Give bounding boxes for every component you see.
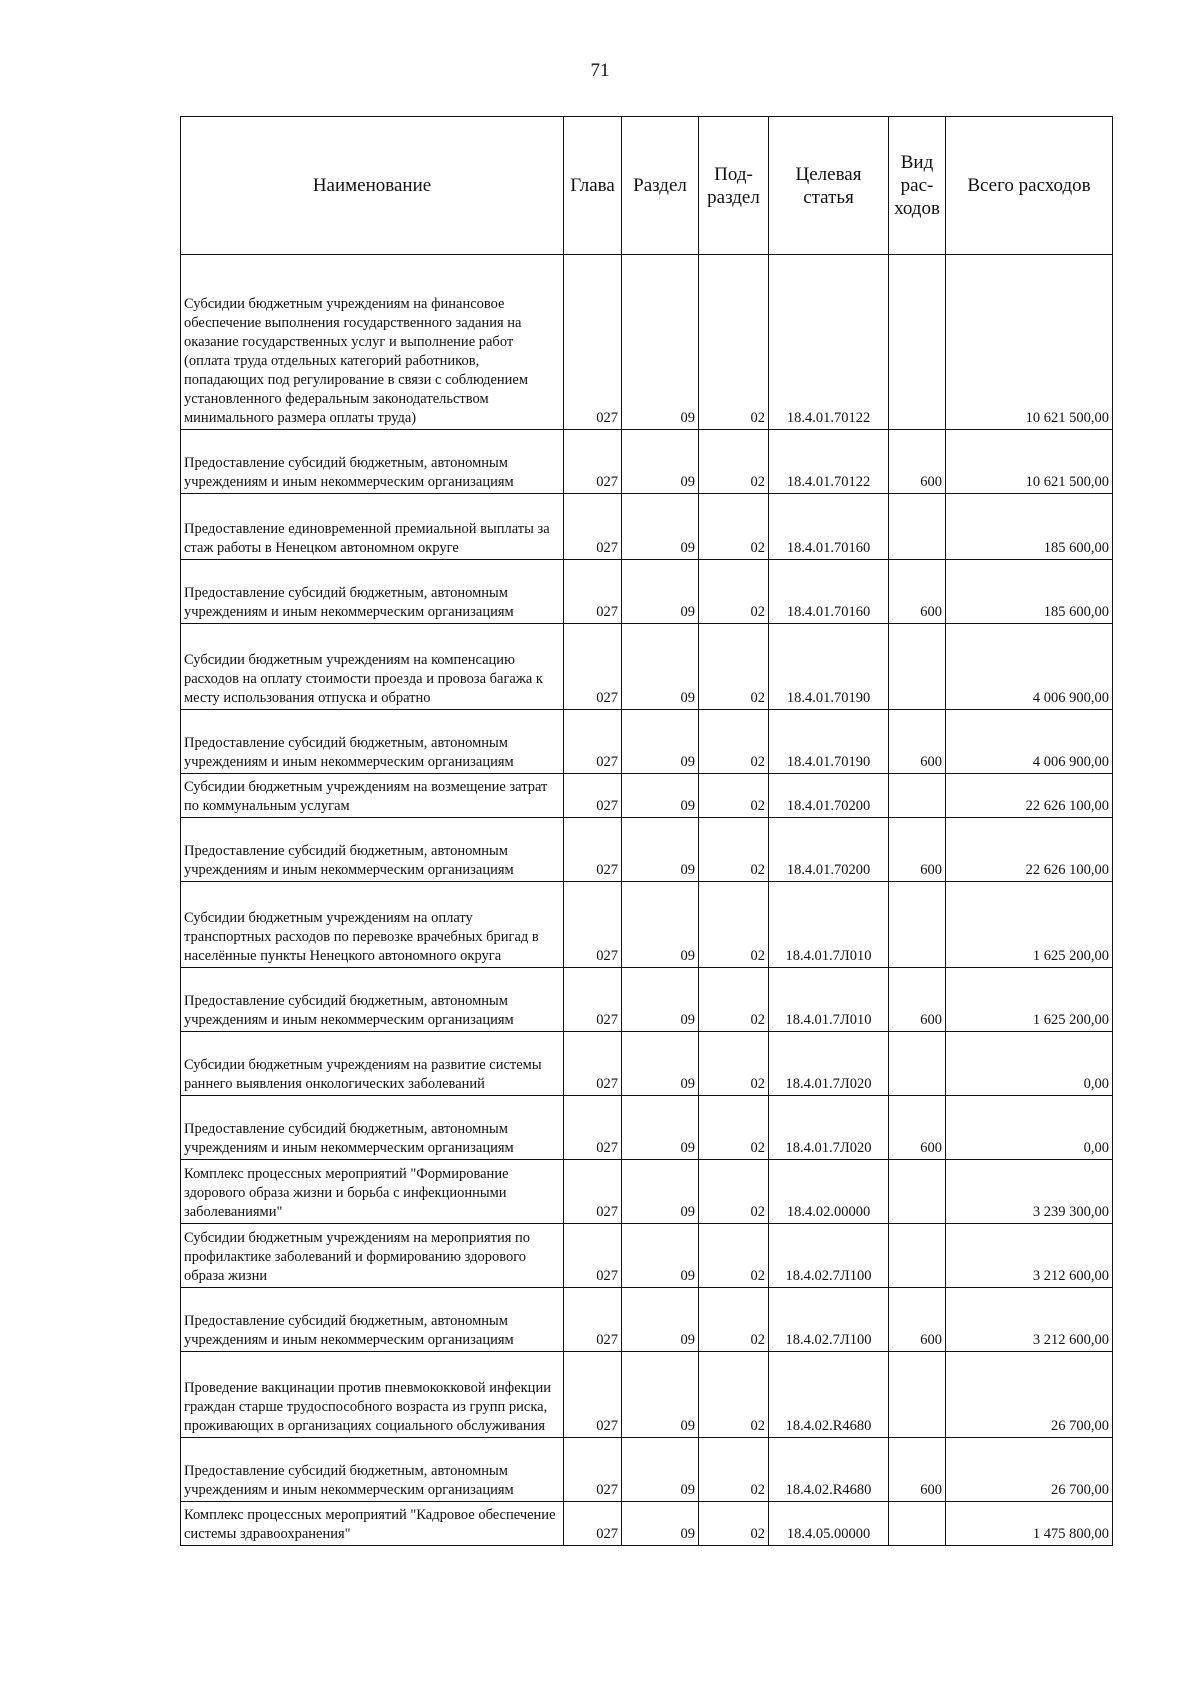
cell-glava: 027: [564, 1032, 622, 1096]
cell-total: 26 700,00: [946, 1352, 1113, 1438]
cell-razdel: 09: [622, 710, 699, 774]
cell-total: 1 475 800,00: [946, 1502, 1113, 1546]
cell-celevaya-statya: 18.4.02.7Л100: [769, 1288, 889, 1352]
cell-vid-rashodov: [889, 1502, 946, 1546]
cell-razdel: 09: [622, 1438, 699, 1502]
cell-celevaya-statya: 18.4.01.7Л020: [769, 1096, 889, 1160]
cell-total: 10 621 500,00: [946, 255, 1113, 430]
cell-razdel: 09: [622, 1160, 699, 1224]
cell-podrazdel: 02: [699, 560, 769, 624]
cell-name: Проведение вакцинации против пневмококковой инфекции граждан старше трудоспособного возраста из групп риска, проживающих в организациях социального обслуживания: [181, 1352, 564, 1438]
cell-total: 22 626 100,00: [946, 818, 1113, 882]
cell-vid-rashodov: 600: [889, 560, 946, 624]
cell-razdel: 09: [622, 1224, 699, 1288]
cell-razdel: 09: [622, 1288, 699, 1352]
cell-razdel: 09: [622, 968, 699, 1032]
cell-celevaya-statya: 18.4.01.70122: [769, 430, 889, 494]
cell-vid-rashodov: [889, 1224, 946, 1288]
cell-razdel: 09: [622, 1502, 699, 1546]
cell-vid-rashodov: [889, 1160, 946, 1224]
table-row: [181, 818, 1113, 882]
cell-name: Субсидии бюджетным учреждениям на компенсацию расходов на оплату стоимости проезда и провоза багажа к месту использования отпуска и обратно: [181, 624, 564, 710]
cell-razdel: 09: [622, 774, 699, 818]
header-total: Всего расходов: [946, 117, 1113, 255]
cell-podrazdel: 02: [699, 1352, 769, 1438]
cell-name: Предоставление субсидий бюджетным, автономным учреждениям и иным некоммерческим организациям: [181, 1288, 564, 1352]
cell-total: 1 625 200,00: [946, 968, 1113, 1032]
cell-vid-rashodov: [889, 774, 946, 818]
cell-podrazdel: 02: [699, 774, 769, 818]
header-vid-rashodov: Вид рас-ходов: [889, 117, 946, 255]
cell-celevaya-statya: 18.4.02.7Л100: [769, 1224, 889, 1288]
cell-podrazdel: 02: [699, 1288, 769, 1352]
cell-total: 3 212 600,00: [946, 1288, 1113, 1352]
cell-podrazdel: 02: [699, 1096, 769, 1160]
cell-total: 3 212 600,00: [946, 1224, 1113, 1288]
cell-name: Комплекс процессных мероприятий "Кадровое обеспечение системы здравоохранения": [181, 1502, 564, 1546]
header-celevaya-statya: Целевая статья: [769, 117, 889, 255]
cell-celevaya-statya: 18.4.01.70190: [769, 624, 889, 710]
cell-razdel: 09: [622, 1352, 699, 1438]
cell-name: Предоставление субсидий бюджетным, автономным учреждениям и иным некоммерческим организациям: [181, 430, 564, 494]
cell-vid-rashodov: 600: [889, 1096, 946, 1160]
cell-total: 3 239 300,00: [946, 1160, 1113, 1224]
cell-celevaya-statya: 18.4.01.7Л020: [769, 1032, 889, 1096]
cell-name: Субсидии бюджетным учреждениям на возмещение затрат по коммунальным услугам: [181, 774, 564, 818]
cell-total: 4 006 900,00: [946, 710, 1113, 774]
cell-razdel: 09: [622, 818, 699, 882]
cell-celevaya-statya: 18.4.01.70122: [769, 255, 889, 430]
cell-glava: 027: [564, 882, 622, 968]
cell-vid-rashodov: [889, 255, 946, 430]
table-row: [181, 882, 1113, 968]
header-name: Наименование: [181, 117, 564, 255]
cell-podrazdel: 02: [699, 1502, 769, 1546]
cell-name: Предоставление субсидий бюджетным, автономным учреждениям и иным некоммерческим организациям: [181, 818, 564, 882]
cell-podrazdel: 02: [699, 430, 769, 494]
header-glava: Глава: [564, 117, 622, 255]
cell-celevaya-statya: 18.4.01.70160: [769, 494, 889, 560]
table-row: [181, 968, 1113, 1032]
table-row: [181, 494, 1113, 560]
cell-celevaya-statya: 18.4.01.70200: [769, 818, 889, 882]
cell-vid-rashodov: [889, 882, 946, 968]
cell-glava: 027: [564, 1352, 622, 1438]
cell-glava: 027: [564, 560, 622, 624]
cell-vid-rashodov: 600: [889, 710, 946, 774]
cell-razdel: 09: [622, 430, 699, 494]
cell-glava: 027: [564, 255, 622, 430]
cell-total: 22 626 100,00: [946, 774, 1113, 818]
table-row: [181, 1096, 1113, 1160]
cell-vid-rashodov: [889, 1032, 946, 1096]
cell-podrazdel: 02: [699, 968, 769, 1032]
cell-glava: 027: [564, 1288, 622, 1352]
table-row: [181, 624, 1113, 710]
cell-name: Предоставление субсидий бюджетным, автономным учреждениям и иным некоммерческим организациям: [181, 710, 564, 774]
cell-glava: 027: [564, 1096, 622, 1160]
cell-razdel: 09: [622, 1096, 699, 1160]
cell-celevaya-statya: 18.4.01.70200: [769, 774, 889, 818]
cell-podrazdel: 02: [699, 882, 769, 968]
cell-vid-rashodov: [889, 1352, 946, 1438]
cell-celevaya-statya: 18.4.05.00000: [769, 1502, 889, 1546]
cell-total: 1 625 200,00: [946, 882, 1113, 968]
cell-vid-rashodov: 600: [889, 1288, 946, 1352]
cell-podrazdel: 02: [699, 710, 769, 774]
table-row: [181, 1352, 1113, 1438]
cell-name: Субсидии бюджетным учреждениям на финансовое обеспечение выполнения государственного задания на оказание государственных услуг и выполнение работ (оплата труда отдельных категорий работников, попадающих под регулирование в связи с соблюдением установленного федеральным законодательством минимального размера оплаты труда): [181, 255, 564, 430]
cell-glava: 027: [564, 1224, 622, 1288]
cell-glava: 027: [564, 818, 622, 882]
cell-glava: 027: [564, 774, 622, 818]
cell-glava: 027: [564, 968, 622, 1032]
table-row: [181, 1438, 1113, 1502]
cell-razdel: 09: [622, 1032, 699, 1096]
cell-total: 185 600,00: [946, 494, 1113, 560]
budget-table: [180, 116, 1113, 1546]
cell-name: Предоставление субсидий бюджетным, автономным учреждениям и иным некоммерческим организациям: [181, 1438, 564, 1502]
cell-celevaya-statya: 18.4.02.R4680: [769, 1352, 889, 1438]
table-row: [181, 1032, 1113, 1096]
cell-name: Предоставление субсидий бюджетным, автономным учреждениям и иным некоммерческим организациям: [181, 560, 564, 624]
cell-name: Субсидии бюджетным учреждениям на оплату транспортных расходов по перевозке врачебных бригад в населённые пункты Ненецкого автономного округа: [181, 882, 564, 968]
table-row: [181, 255, 1113, 430]
table-row: [181, 710, 1113, 774]
cell-name: Комплекс процессных мероприятий "Формирование здорового образа жизни и борьба с инфекционными заболеваниями": [181, 1160, 564, 1224]
cell-podrazdel: 02: [699, 1160, 769, 1224]
cell-glava: 027: [564, 624, 622, 710]
cell-vid-rashodov: 600: [889, 818, 946, 882]
cell-vid-rashodov: [889, 494, 946, 560]
cell-total: 10 621 500,00: [946, 430, 1113, 494]
cell-celevaya-statya: 18.4.01.70160: [769, 560, 889, 624]
cell-podrazdel: 02: [699, 1032, 769, 1096]
cell-celevaya-statya: 18.4.02.00000: [769, 1160, 889, 1224]
cell-name: Предоставление субсидий бюджетным, автономным учреждениям и иным некоммерческим организациям: [181, 968, 564, 1032]
cell-total: 185 600,00: [946, 560, 1113, 624]
table-row: [181, 1160, 1113, 1224]
cell-podrazdel: 02: [699, 494, 769, 560]
table-row: [181, 1288, 1113, 1352]
cell-podrazdel: 02: [699, 818, 769, 882]
cell-total: 0,00: [946, 1096, 1113, 1160]
cell-celevaya-statya: 18.4.01.7Л010: [769, 968, 889, 1032]
cell-name: Предоставление единовременной премиальной выплаты за стаж работы в Ненецком автономном округе: [181, 494, 564, 560]
cell-glava: 027: [564, 1438, 622, 1502]
table-row: [181, 774, 1113, 818]
cell-name: Предоставление субсидий бюджетным, автономным учреждениям и иным некоммерческим организациям: [181, 1096, 564, 1160]
cell-vid-rashodov: 600: [889, 430, 946, 494]
cell-celevaya-statya: 18.4.01.70190: [769, 710, 889, 774]
header-razdel: Раздел: [622, 117, 699, 255]
table-row: [181, 1224, 1113, 1288]
table-row: [181, 560, 1113, 624]
cell-glava: 027: [564, 494, 622, 560]
cell-name: Субсидии бюджетным учреждениям на мероприятия по профилактике заболеваний и формированию здорового образа жизни: [181, 1224, 564, 1288]
cell-glava: 027: [564, 1502, 622, 1546]
header-podrazdel: Под-раздел: [699, 117, 769, 255]
cell-glava: 027: [564, 430, 622, 494]
cell-podrazdel: 02: [699, 1224, 769, 1288]
cell-celevaya-statya: 18.4.01.7Л010: [769, 882, 889, 968]
cell-vid-rashodov: 600: [889, 1438, 946, 1502]
cell-total: 4 006 900,00: [946, 624, 1113, 710]
cell-glava: 027: [564, 1160, 622, 1224]
cell-celevaya-statya: 18.4.02.R4680: [769, 1438, 889, 1502]
cell-glava: 027: [564, 710, 622, 774]
cell-vid-rashodov: 600: [889, 968, 946, 1032]
cell-vid-rashodov: [889, 624, 946, 710]
table-row: [181, 430, 1113, 494]
cell-razdel: 09: [622, 494, 699, 560]
table-header-row: [181, 117, 1113, 255]
table-row: [181, 1502, 1113, 1546]
cell-podrazdel: 02: [699, 1438, 769, 1502]
page-number: 71: [590, 60, 610, 81]
cell-razdel: 09: [622, 624, 699, 710]
cell-razdel: 09: [622, 882, 699, 968]
cell-podrazdel: 02: [699, 255, 769, 430]
cell-total: 0,00: [946, 1032, 1113, 1096]
cell-razdel: 09: [622, 560, 699, 624]
cell-name: Субсидии бюджетным учреждениям на развитие системы раннего выявления онкологических заболеваний: [181, 1032, 564, 1096]
cell-razdel: 09: [622, 255, 699, 430]
cell-podrazdel: 02: [699, 624, 769, 710]
cell-total: 26 700,00: [946, 1438, 1113, 1502]
